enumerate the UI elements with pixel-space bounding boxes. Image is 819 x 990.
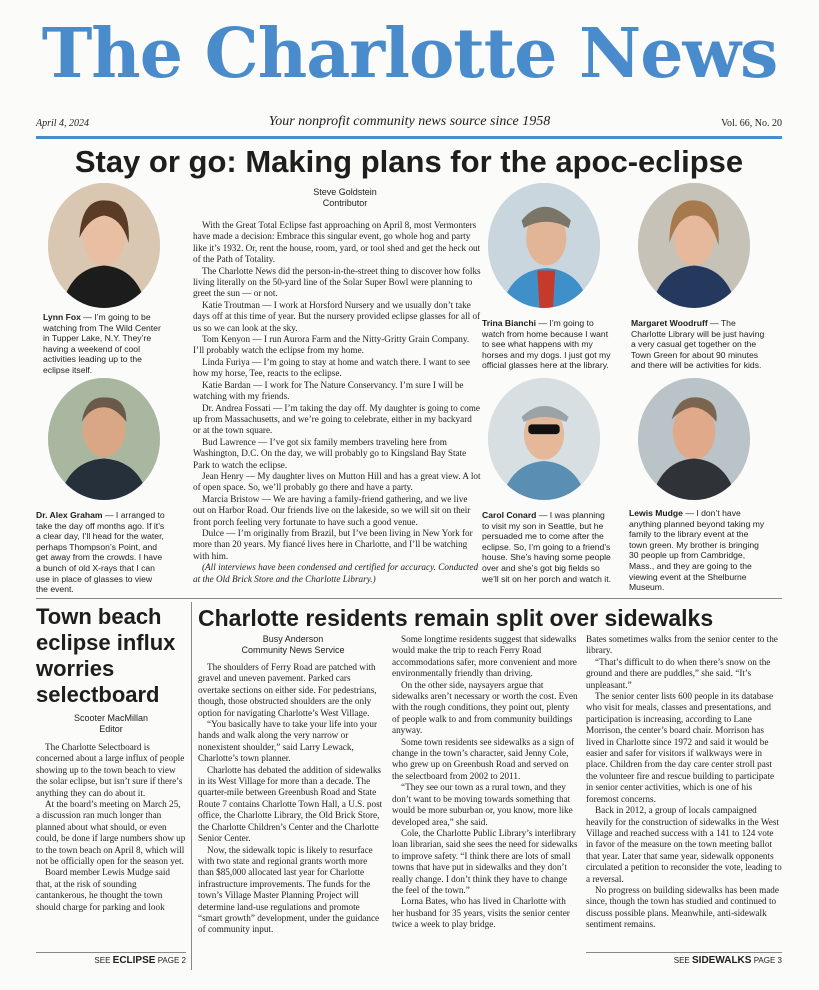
lead-byline: Steve Goldstein Contributor	[313, 187, 377, 208]
caption-lynn-fox: Lynn Fox — I’m going to be watching from The Wild Center in Tupper Lake, N.Y. They’re having a weekend of cool activities leading up to the eclipse itself.	[43, 312, 161, 375]
sidewalks-column-1: The shoulders of Ferry Road are patched with gravel and uneven pavement. Parked cars overtake sections on either side. For pedestrians, though, those obstructed shoulders are the only option for navigating Charlotte’s West Village. “You basically have to take your life into your hands and walk along the very narrow or nonexistent shoulder,” said Larry Lewack, Charlotte’s town planner. Charlotte has debated the addition of sidewalks in its West Village for more than a decade. The quarter-mile between Greenbush Road and State Route 7 contains Charlotte Town Hall, a U.S. post office, the Charlotte Library, the Old Brick Store, the Charlotte Children’s Center and the Charlotte Senior Center. Now, the sidewalk topic is likely to resurface with two state and regional grants worth more than $85,000 allocated last year for Charlotte infrastructure improvements. The funds for the town’s Village Master Planning Project will determine land-use regulations and promote “smart growth” development, under the guidance of community input.	[198, 662, 383, 935]
beach-headline: Town beach eclipse influx worries selectboard	[36, 604, 176, 707]
lead-article-body: With the Great Total Eclipse fast approaching on April 8, most Vermonters have made a decision: Embrace this singular event, go whole hog and party like it’s 1932. Or, rent the house, room, yard, or tool shed and get the heck out of the Path of Totality. The Charlotte News did the person-in-the-street thing to discover how folks living literally on the 50-yard line of the Solar Super Bowl were planning to greet the sun — or not. Katie Troutman — I work at Horsford Nursery and we usually don’t take days off at this time of year. But the nursery provided eclipse glasses for all of us so we can look at the sky. Tom Kenyon — I run Aurora Farm and the Nitty-Gritty Grain Company. I’ll probably watch the eclipse from my home. Linda Furiya — I’m going to stay at home and watch there. I want to see how my horse, Tee, reacts to the eclipse. Katie Bardan — I work for The Nature Conservancy. I’m sure I will be watching with my friends. Dr. Andrea Fossati — I’m taking the day off. My daughter is going to come up from Massachusetts, and we’re going to celebrate, either in my backyard or at the town square. Bud Lawrence — I’ve got six family members traveling here from Washington, D.C. On the day, we will probably go to Kingsland Bay State Park to watch the eclipse. Jean Henry — My daughter lives on Mutton Hill and has a great view. A lot of open space. So, we’ll probably go there and have a party. Marcia Bristow — We are having a family-friend gathering, and we live out on Harbor Road. Our friends live on the lakeside, so we will sit on their front porch feeling very fortunate to have such a good venue. Dulce — I’m originally from Brazil, but I’ve been living in New York for more than 20 years. My fiancé lives here in Charlotte, and I’ll be watching with him. (All interviews have been condensed and certified for accuracy. Conducted at the Old Brick Store and the Charlotte Library.)	[193, 220, 481, 584]
photo-carol-conard	[488, 378, 600, 500]
photo-trina-bianchi	[488, 183, 600, 308]
photo-alex-graham	[48, 378, 160, 500]
beach-jump-rule	[36, 952, 186, 953]
beach-byline: Scooter MacMillan Editor	[73, 713, 149, 734]
photo-lewis-mudge	[638, 378, 750, 500]
sidewalks-headline: Charlotte residents remain split over sidewalks	[198, 605, 714, 631]
caption-lewis-mudge: Lewis Mudge — I don’t have anything planned beyond taking my family to the library event at the town green. My brother is bringing 30 people up from Cambridge, Mass., and they are going to the viewing event at the Shelburne Museum.	[629, 508, 765, 593]
photo-margaret-woodruff	[638, 183, 750, 308]
sidewalks-jump-rule	[586, 952, 782, 953]
interview-note: (All interviews have been condensed and certified for accuracy. Conducted at the Old Brick Store and the Charlotte Library.)	[193, 562, 479, 584]
sidewalks-byline: Busy Anderson Community News Service	[241, 634, 345, 655]
photo-lynn-fox	[48, 183, 160, 308]
masthead-rule	[36, 136, 782, 139]
sidewalks-column-3: Bates sometimes walks from the senior center to the library. “That’s difficult to do when there’s snow on the ground and there are puddles,” she said. “It’s unpleasant.” The senior center lists 600 people in its database who visit for meals, classes and presentations, and participation is increasing, according to Lane Morrison, the center’s board chair. Morrison has lived in Charlotte since 1972 and said it would be easier and safer for visitors if walkways were in place. Children from the day care center stroll past the volunteer fire and rescue building to participate in senior center activities, which is one of his foremost concerns. Back in 2012, a group of locals campaigned heavily for the construction of sidewalks in the West Village and reached success with a 141 to 124 vote in favor of the measure on the town meeting ballot that year. Later that same year, sidewalk opponents circulated a petition to reconsider the vote, leading to a reversal. No progress on building sidewalks has been made since, though the town has studied and continued to discuss possible plans. Meanwhile, anti-sidewalk sentiment remains.	[586, 634, 782, 930]
sidewalks-jump-link[interactable]: SEE SIDEWALKS PAGE 3	[673, 955, 782, 966]
beach-jump-link[interactable]: SEE ECLIPSE PAGE 2	[94, 955, 186, 966]
caption-carol-conard: Carol Conard — I was planning to visit my son in Seattle, but he persuaded me to come after the eclipse. So, I’m going to a friend’s house. She’s having some people over and she’s got big fields so we’ll sit on her porch and watch it.	[482, 510, 611, 584]
column-divider	[191, 602, 192, 970]
issue-date: April 4, 2024	[36, 118, 90, 129]
caption-trina-bianchi: Trina Bianchi — I’m going to watch from home because I want to see what happens with my horses and my dogs. I just got my official glasses here at the library.	[482, 318, 611, 371]
beach-article-body: The Charlotte Selectboard is concerned about a large influx of people showing up to the town beach to view the solar eclipse, but isn’t sure if there’s anything they can do about it. At the board’s meeting on March 25, a discussion ran much longer than planned about what should, or even could, be done if large numbers show up to the town beach on April 8, which will not be officially open for the season yet. Board member Lewis Mudge said that, at the risk of sounding cantankerous, he thought the town should charge for parking and look	[36, 742, 186, 912]
lead-headline: Stay or go: Making plans for the apoc-eclipse	[74, 144, 744, 179]
sidewalks-column-2: Some longtime residents suggest that sidewalks would make the trip to reach Ferry Road accommodations safer, more convenient and more environmentally friendly than driving. On the other side, naysayers argue that sidewalks aren’t necessary or worth the cost. Even with the rough conditions, they point out, plenty of people walk to and from community buildings anyway. Some town residents see sidewalks as a sign of change in the town’s character, said Jenny Cole, who grew up on Greenbush Road and served on the selectboard from 2002 to 2011. “They see our town as a rural town, and they don’t want to be moving towards something that would be more suburban or, you know, more like developed area,” she said. Cole, the Charlotte Public Library’s interlibrary loan librarian, said she sees the need for sidewalks to improve safety. “I think there are lots of small towns that have put in sidewalks and they don’t really change. I don’t think they have to change the feel of the town.” Lorna Bates, who has lived in Charlotte with her husband for 35 years, visits the senior center twice a week to play bridge.	[392, 634, 578, 930]
caption-alex-graham: Dr. Alex Graham — I arranged to take the day off months ago. If it’s a clear day, I’ll head for the water, perhaps Thompson’s Point, and get away from the crowds. I have a bunch of old X-rays that I can use in place of glasses to view the event.	[36, 510, 165, 595]
masthead-tagline: Your nonprofit community news source since 1958	[268, 114, 551, 129]
issue-volume: Vol. 66, No. 20	[721, 118, 782, 129]
caption-margaret-woodruff: Margaret Woodruff — The Charlotte Library will be just having a very casual get together on the Town Green for about 90 minutes and there will be activities for kids.	[631, 318, 765, 371]
section-divider	[36, 598, 782, 599]
masthead-title: The Charlotte News	[41, 14, 778, 94]
